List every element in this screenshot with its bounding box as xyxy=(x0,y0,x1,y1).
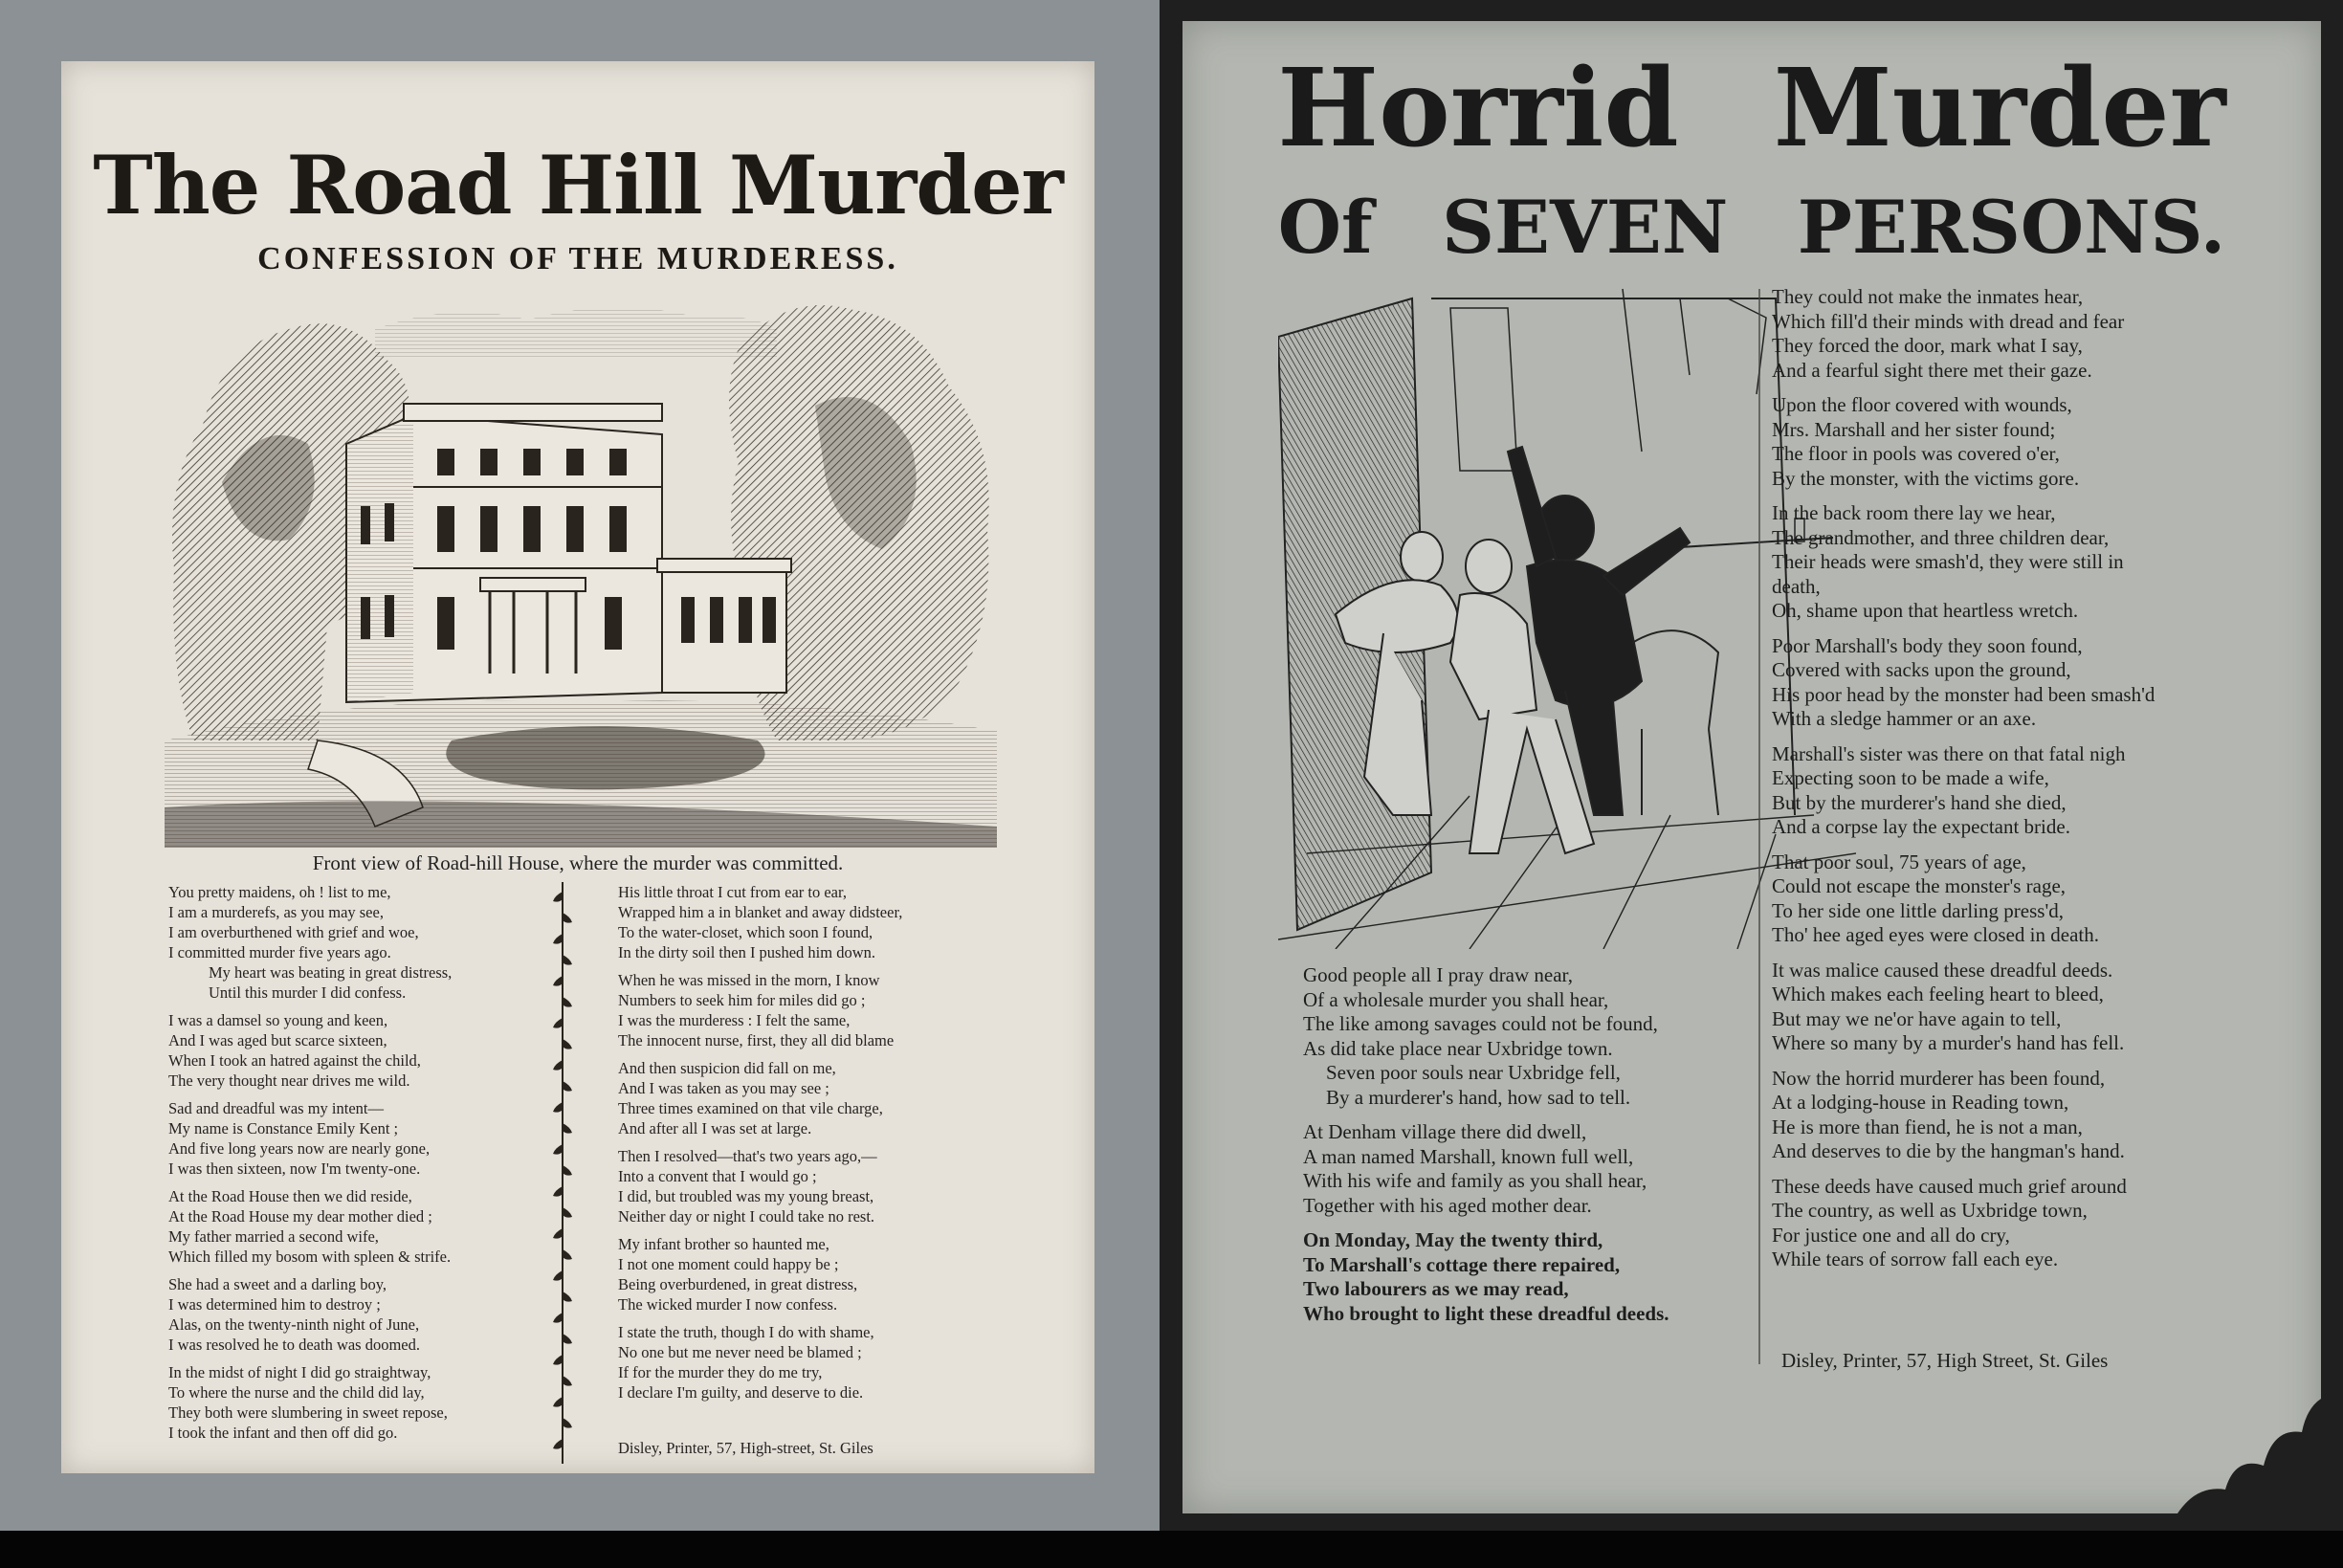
stanza xyxy=(1772,850,2269,948)
ornamental-divider xyxy=(548,882,577,1464)
flourish xyxy=(563,1207,572,1218)
verse-line: That poor soul, 75 years of age, xyxy=(1772,850,2026,873)
flourish xyxy=(563,997,572,1007)
stanza xyxy=(168,1274,599,1355)
flourish xyxy=(563,1165,572,1176)
stanza xyxy=(168,1010,599,1091)
stanza xyxy=(618,970,1029,1050)
verse-line: Good people all I pray draw near, xyxy=(1303,963,1573,986)
verse-line: For justice one and all do cry, xyxy=(1772,1223,2010,1247)
murder-scene-woodcut xyxy=(1278,279,1856,949)
verse-line: To the water-closet, which soon I found, xyxy=(618,923,873,941)
verse-line: At the Road House then we did reside, xyxy=(168,1187,412,1205)
verse-line: But by the murderer's hand she died, xyxy=(1772,790,2067,814)
stanza xyxy=(168,882,599,1003)
verse-line: Then I resolved—that's two years ago,— xyxy=(618,1147,877,1165)
verse-line: Neither day or night I could take no rest. xyxy=(618,1207,875,1226)
bottom-band xyxy=(0,1531,2343,1568)
verse-line: And deserves to die by the hangman's hand. xyxy=(1772,1139,2125,1162)
verse-line: I committed murder five years ago. xyxy=(168,943,391,961)
verse-line: While tears of sorrow fall each eye. xyxy=(1772,1248,2059,1270)
stanza xyxy=(1303,963,1801,1110)
stanza xyxy=(1772,1175,2269,1272)
flourish xyxy=(553,1186,563,1197)
verse-line: Numbers to seek him for miles did go ; xyxy=(618,991,866,1009)
verse-line: His little throat I cut from ear to ear, xyxy=(618,883,847,901)
flourish xyxy=(553,1397,563,1407)
verse-line: You pretty maidens, oh ! list to me, xyxy=(168,883,391,901)
verse-line: Into a convent that I would go ; xyxy=(618,1167,817,1185)
verse-line: Poor Marshall's body they soon found, xyxy=(1772,633,2083,657)
verse-line: They could not make the inmates hear, xyxy=(1772,285,2084,308)
verse-line: Until this murder I did confess. xyxy=(209,983,407,1002)
verse-line: The like among savages could not be found, xyxy=(1303,1012,1658,1035)
verse-line: And I was aged but scarce sixteen, xyxy=(168,1031,387,1049)
stanza xyxy=(1772,501,2269,624)
verse-line: If for the murder they do me try, xyxy=(618,1363,823,1381)
verse-line: Sad and dreadful was my intent— xyxy=(168,1099,384,1117)
stanza xyxy=(618,1234,1029,1314)
verse-line: The floor in pools was covered o'er, xyxy=(1772,442,2060,465)
stanza xyxy=(168,1098,599,1179)
stanza xyxy=(1772,393,2269,491)
engraving-caption: Front view of Road-hill House, where the murder was committed. xyxy=(312,851,844,874)
verse-line: The country, as well as Uxbridge town, xyxy=(1772,1199,2088,1222)
verse-line: He is more than fiend, he is not a man, xyxy=(1772,1115,2083,1138)
verse-line: To her side one little darling press'd, xyxy=(1772,898,2064,922)
verse-line: I did, but troubled was my young breast, xyxy=(618,1187,874,1205)
verse-line: Being overburdened, in great distress, xyxy=(618,1275,858,1293)
flourish xyxy=(563,1334,572,1344)
verse-line: I am a murderefs, as you may see, xyxy=(168,903,384,921)
stanza xyxy=(1772,1067,2269,1164)
flourish xyxy=(553,976,563,986)
verse-line: With his wife and family as you shall hear, xyxy=(1303,1169,1647,1192)
verse-line: My heart was beating in great distress, xyxy=(209,963,453,982)
verse-line: The wicked murder I now confess. xyxy=(618,1295,838,1314)
stanza xyxy=(618,1058,1029,1138)
flourish xyxy=(563,1249,572,1260)
verse-line: The innocent nurse, first, they all did blame xyxy=(618,1031,895,1049)
verse-line: My infant brother so haunted me, xyxy=(618,1235,829,1253)
verse-line: Which fill'd their minds with dread and fear xyxy=(1772,309,2125,333)
verse-line: They both were slumbering in sweet repose, xyxy=(168,1403,448,1422)
verse-line: Oh, shame upon that heartless wretch. xyxy=(1772,599,2079,622)
torn-corner xyxy=(2139,1399,2321,1513)
stanza xyxy=(168,1362,599,1443)
verse-line: Mrs. Marshall and her sister found; xyxy=(1772,417,2056,441)
flourish xyxy=(563,1081,572,1092)
verse-line: And I was taken as you may see ; xyxy=(618,1079,829,1097)
verse-line: And a corpse lay the expectant bride. xyxy=(1772,815,2070,838)
verse-line: Where so many by a murder's hand has fell. xyxy=(1772,1031,2125,1054)
verse-line: These deeds have caused much grief around xyxy=(1772,1174,2127,1198)
verse-line: When he was missed in the morn, I know xyxy=(618,971,880,989)
flourish xyxy=(553,934,563,944)
verse-line: Three times examined on that vile charge, xyxy=(618,1099,883,1117)
verse-line: No one but me never need be blamed ; xyxy=(618,1343,862,1361)
stanza xyxy=(1772,742,2269,840)
verse-line: And after all I was set at large. xyxy=(618,1119,812,1137)
verse-line: Wrapped him a in blanket and away didsteer, xyxy=(618,903,903,921)
flourish xyxy=(553,1270,563,1281)
verse-line: And a fearful sight there met their gaze. xyxy=(1772,358,2092,382)
stanza xyxy=(1772,959,2269,1056)
verse-line: Marshall's sister was there on that fatal nigh xyxy=(1772,741,2126,765)
stanza xyxy=(1772,634,2269,732)
verse-line: To Marshall's cottage there repaired, xyxy=(1303,1252,1621,1276)
verse-line: Expecting soon to be made a wife, xyxy=(1772,766,2049,789)
verse-line: To where the nurse and the child did lay, xyxy=(168,1383,425,1402)
verse-line: On Monday, May the twenty third, xyxy=(1303,1228,1603,1251)
verse-line: And then suspicion did fall on me, xyxy=(618,1059,836,1077)
road-hill-broadside xyxy=(61,61,1094,1473)
verse-line: I was the murderess : I felt the same, xyxy=(618,1011,851,1029)
verse-line: I was a damsel so young and keen, xyxy=(168,1011,388,1029)
stanza xyxy=(618,1146,1029,1226)
verse-line: I not one moment could happy be ; xyxy=(618,1255,839,1273)
verse-line: At the Road House my dear mother died ; xyxy=(168,1207,432,1226)
verse-line: Of a wholesale murder you shall hear, xyxy=(1303,987,1609,1011)
verse-line: A man named Marshall, known full well, xyxy=(1303,1144,1634,1168)
verse-line: I took the infant and then off did go. xyxy=(168,1424,398,1442)
verse-line: Who brought to light these dreadful deeds. xyxy=(1303,1301,1669,1325)
flourish xyxy=(563,1292,572,1302)
verse-line: Now the horrid murderer has been found, xyxy=(1772,1066,2106,1090)
verse-line: But may we ne'or have again to tell, xyxy=(1772,1006,2062,1030)
flourish xyxy=(553,1144,563,1155)
verse-line: At Denham village there did dwell, xyxy=(1303,1120,1587,1143)
verse-line: It was malice caused these dreadful deeds. xyxy=(1772,958,2113,982)
verse-column-right xyxy=(618,882,1029,1410)
verse-line: I was resolved he to death was doomed. xyxy=(168,1336,421,1354)
printer-imprint: Disley, Printer, 57, High-street, St. Giles xyxy=(618,1439,873,1457)
stanza xyxy=(1772,285,2269,383)
flourish xyxy=(553,1355,563,1365)
flourish xyxy=(553,1313,563,1323)
verse-line: Which filled my bosom with spleen & strife. xyxy=(168,1248,452,1266)
verse-line: Two labourers as we may read, xyxy=(1303,1277,1569,1300)
flourish xyxy=(563,1376,572,1386)
flourish xyxy=(553,1060,563,1071)
verse-line: Together with his aged mother dear. xyxy=(1303,1193,1592,1217)
verse-line: Their heads were smash'd, they were still in xyxy=(1772,550,2124,573)
verse-line: Upon the floor covered with wounds, xyxy=(1772,393,2072,416)
verse-line: The grandmother, and three children dear, xyxy=(1772,525,2110,549)
verse-line: I am overburthened with grief and woe, xyxy=(168,923,419,941)
verse-line: Alas, on the twenty-ninth night of June, xyxy=(168,1315,420,1334)
broadside-subtitle: CONFESSION OF THE MURDERESS. xyxy=(257,241,898,276)
verse-line: Covered with sacks upon the ground, xyxy=(1772,658,2071,681)
verse-line: By a murderer's hand, how sad to tell. xyxy=(1326,1085,1631,1109)
flourish xyxy=(553,1439,563,1449)
stanza xyxy=(1303,1120,1801,1218)
flourish xyxy=(563,913,572,923)
verse-line: I was determined him to destroy ; xyxy=(168,1295,381,1314)
verse-line: I state the truth, though I do with shame, xyxy=(618,1323,874,1341)
broadside-title: Horrid Murder xyxy=(1277,46,2226,171)
verse-line: As did take place near Uxbridge town. xyxy=(1303,1036,1613,1060)
flourish xyxy=(553,1102,563,1113)
flourish xyxy=(563,955,572,965)
verse-line: I was then sixteen, now I'm twenty-one. xyxy=(168,1159,421,1178)
stanza xyxy=(168,1186,599,1267)
verse-line: Could not escape the monster's rage, xyxy=(1772,874,2067,897)
verse-line: And five long years now are nearly gone, xyxy=(168,1139,431,1158)
verse-line: By the monster, with the victims gore. xyxy=(1772,466,2080,490)
flourish xyxy=(563,1039,572,1049)
stanza xyxy=(618,882,1029,962)
verse-line: Which makes each feeling heart to bleed, xyxy=(1772,983,2104,1005)
verse-line: At a lodging-house in Reading town, xyxy=(1772,1091,2069,1114)
verse-line: Tho' hee aged eyes were closed in death. xyxy=(1772,923,2099,946)
stanza xyxy=(618,1322,1029,1402)
flourish xyxy=(553,892,563,902)
verse-column-right xyxy=(1772,285,2269,1283)
flourish xyxy=(553,1228,563,1239)
verse-line: When I took an hatred against the child, xyxy=(168,1051,421,1070)
horrid-murder-broadside xyxy=(1183,21,2321,1513)
stanza xyxy=(1303,1228,1801,1326)
broadside-subtitle: Of SEVEN PERSONS. xyxy=(1277,185,2226,270)
flourish xyxy=(563,1418,572,1428)
verse-line: My name is Constance Emily Kent ; xyxy=(168,1119,399,1137)
flourish xyxy=(563,1123,572,1134)
verse-line: In the dirty soil then I pushed him down. xyxy=(618,943,876,961)
verse-line: With a sledge hammer or an axe. xyxy=(1772,707,2037,730)
verse-column-left xyxy=(168,882,599,1450)
road-hill-house-engraving xyxy=(165,291,997,848)
flourish xyxy=(553,1018,563,1028)
verse-line: In the midst of night I did go straightway, xyxy=(168,1363,431,1381)
verse-line: His poor head by the monster had been smash'd xyxy=(1772,682,2155,706)
verse-line: In the back room there lay we hear, xyxy=(1772,501,2056,524)
broadside-title: The Road Hill Murder xyxy=(93,138,1063,232)
verse-line: Seven poor souls near Uxbridge fell, xyxy=(1326,1061,1621,1084)
verse-line: death, xyxy=(1772,574,1821,598)
printer-imprint: Disley, Printer, 57, High Street, St. Giles xyxy=(1781,1349,2109,1372)
verse-line: She had a sweet and a darling boy, xyxy=(168,1275,387,1293)
verse-line: The very thought near drives me wild. xyxy=(168,1071,410,1090)
verse-column-left xyxy=(1303,963,1801,1336)
verse-line: My father married a second wife, xyxy=(168,1227,379,1246)
verse-line: I declare I'm guilty, and deserve to die. xyxy=(618,1383,864,1402)
verse-line: They forced the door, mark what I say, xyxy=(1772,334,2083,357)
